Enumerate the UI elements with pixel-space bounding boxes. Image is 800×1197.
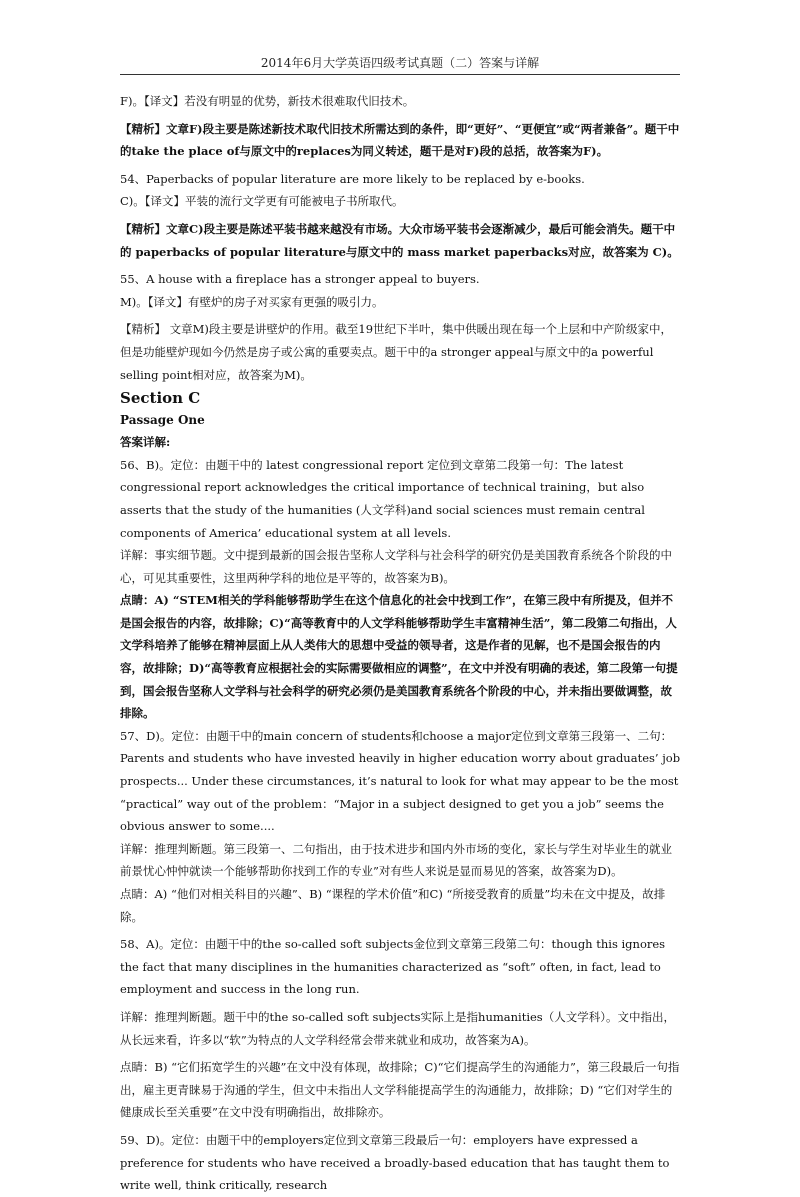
answer-54-analysis: 【精析】文章C)段主要是陈述平装书越来越没有市场。大众市场平装书会逐渐减少，最后可能会消失。题干中的 paperbacks of popular literature与原文中的 mass market paperbacks对应，故答案为 C)。: [120, 221, 679, 259]
question-55: 55、A house with a fireplace has a stronger appeal to buyers.: [120, 272, 480, 287]
answer-56-notes: 点睛：A) “STEM相关的学科能够帮助学生在这个信息化的社会中找到工作”，在第三段中有所提及，但并不是国会报告的内容，故排除；C)“高等教育中的人文学科能够帮助学生丰富精神生活”，第二段第二句指出，人文学科培养了能够在精神层面上从人类伟大的思想中受益的领导者，这是作者的见解，也不是国会报告的内容，故排除；D)“高等教育应根据社会的实际需要做相应的调整”，在文中并没有明确的表述，第二段第一句提到，国会报告坚称人文学科与社会科学的研究必须仍是美国教育系统各个阶段的中心，并未指出要做调整，故排除。: [120, 593, 678, 721]
answer-58-locate: 58、A)。定位：由题干中的the so-called soft subjects金位到文章第三段第二句：though this ignores the fact that many disciplines in the humanities characterized as “soft” often, in fact, lead to employment and success in the long run.: [120, 937, 666, 997]
answer-57-detail: 详解：推理判断题。第三段第一、二句指出，由于技术进步和国内外市场的变化，家长与学生对毕业生的就业前景忧心忡忡就读一个能够帮助你找到工作的专业”对有些人来说是显而易见的答案，故答案为D)。: [120, 841, 672, 879]
answer-58-detail: 详解：推理判断题。题干中的the so-called soft subjects实际上是指humanities（人文学科）。文中指出，从长远来看，许多以“软”为特点的人文学科经常会带来就业和成功，故答案为A)。: [120, 1009, 675, 1047]
question-54: 54、Paperbacks of popular literature are more likely to be replaced by e-books.: [120, 171, 585, 186]
answer-details-label: 答案详解:: [120, 435, 171, 450]
answer-55-analysis: 【精析】 文章M)段主要是讲壁炉的作用。截至19世纪下半叶，集中供暖出现在每一个上层和中产阶级家中，但是功能壁炉现如今仍然是房子或公寓的重要卖点。题干中的a stronger appeal与原文中的a powerful selling point相对应，故答案为M)。: [120, 322, 673, 382]
answer-53-translation: F)。【译文】若没有明显的优势，新技术很难取代旧技术。: [120, 94, 415, 108]
section-heading: Section C: [120, 389, 201, 408]
answer-55-translation: M)。【译文】有壁炉的房子对买家有更强的吸引力。: [120, 294, 384, 309]
header-rule: [120, 74, 680, 75]
answer-56-locate: 56、B)。定位：由题干中的 latest congressional report 定位到文章第二段第一句：The latest congressional report acknowledges the critical importance of technical training，but also asserts that the study of the humanities (人文学科)and social sciences must remain central components of America’ educational system at all levels.: [120, 457, 645, 540]
passage-heading: Passage One: [120, 413, 205, 428]
answer-59-locate: 59、D)。定位：由题干中的employers定位到文章第三段最后一句：employers have expressed a preference for students who have received a broadly-based education that has taught them to write well, think critically, research: [120, 1132, 670, 1193]
answer-56-detail: 详解：事实细节题。文中提到最新的国会报告坚称人文学科与社会科学的研究仍是美国教育系统各个阶段的中心，可见其重要性，这里两种学科的地位是平等的，故答案为B)。: [120, 548, 672, 585]
page-header: 2014年6月大学英语四级考试真题（二）答案与详解: [260, 56, 540, 70]
answer-53-analysis: 【精析】文章F)段主要是陈述新技术取代旧技术所需达到的条件，即“更好”、“更便宜”或“两者兼备”。题干中的take the place of与原文中的replaces为同义转述，题干是对F)段的总括，故答案为F)。: [120, 121, 680, 159]
answer-57-locate: 57、D)。定位：由题干中的main concern of students和choose a major定位到文章第三段第一、二句：Parents and students who have invested heavily in higher education worry about graduates’ job prospects... Under these circumstances, it’s natural to look for what may appear to be the most “practical” way out of the problem：“Major in a subject designed to get you a job” seems the obvious answer to some....: [120, 728, 681, 834]
answer-58-notes: 点睛：B) “它们拓宽学生的兴趣”在文中没有体现，故排除；C)“它们提高学生的沟通能力”，第三段最后一句指出，雇主更青睐易于沟通的学生，但文中未指出人文学科能提高学生的沟通能力，故排除；D) “它们对学生的健康成长至关重要”在文中没有明确指出，故排除亦。: [120, 1060, 680, 1120]
page-body: [120, 90, 682, 1197]
answer-54-translation: C)。【译文】平装的流行文学更有可能被电子书所取代。: [120, 194, 404, 209]
answer-57-notes: 点睛：A) “他们对相关科目的兴趣”、B) “课程的学术价值”和C) “所接受教育的质量”均未在文中提及，故排除。: [120, 887, 666, 924]
